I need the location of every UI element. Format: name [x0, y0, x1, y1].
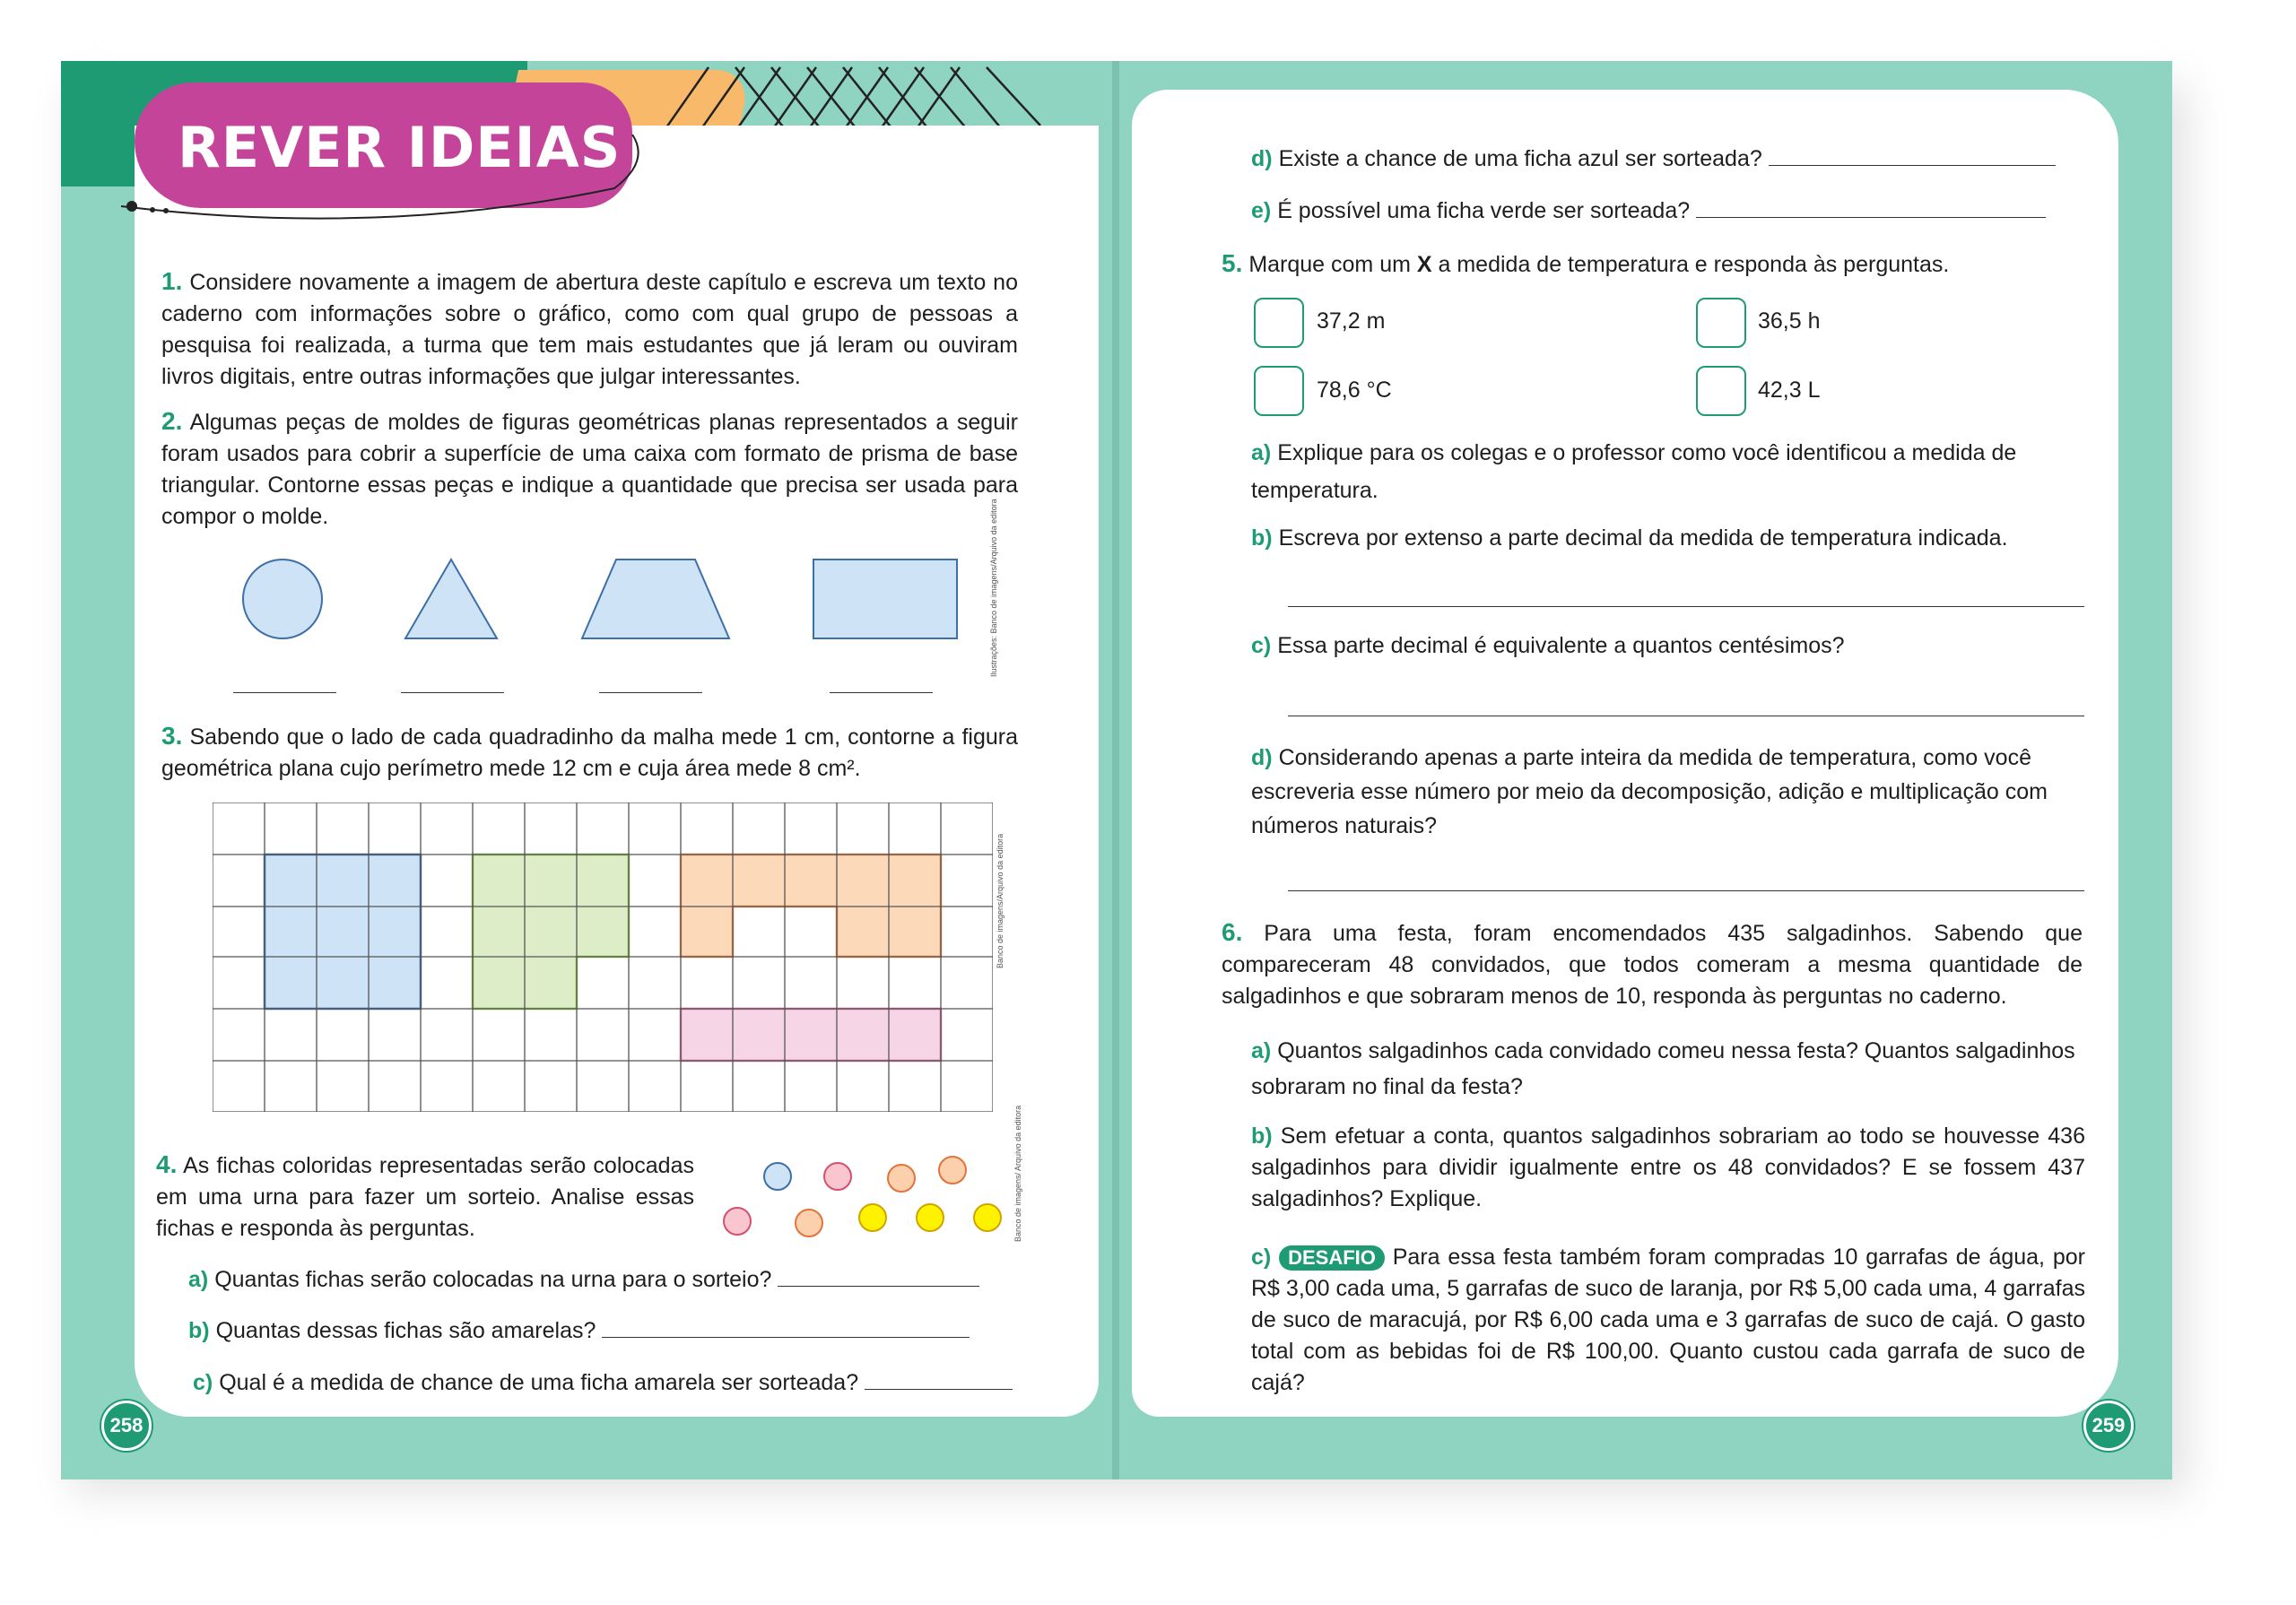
answer-line[interactable]	[602, 1321, 970, 1338]
question-4a: a) Quantas fichas serão colocadas na urna para o sorteio?	[188, 1264, 1018, 1296]
question-4d: d) Existe a chance de uma ficha azul ser sorteada?	[1251, 143, 2085, 175]
option-checkbox[interactable]	[1254, 298, 1304, 348]
desafio-badge: DESAFIO	[1279, 1245, 1385, 1271]
triangle-shape[interactable]	[402, 556, 500, 642]
yellow-chip	[973, 1203, 1002, 1232]
square-grid[interactable]	[213, 802, 993, 1112]
question-6: 6. Para uma festa, foram encomendados 435 salgadinhos. Sabendo que compareceram 48 convidados, que todos comeram a mesma quantidade de salgadinhos e que sobraram menos de 10, responda às perguntas no caderno.	[1222, 918, 2083, 1009]
answer-line[interactable]	[778, 1270, 979, 1287]
orange-chip	[938, 1156, 967, 1184]
answer-line[interactable]	[1696, 201, 2046, 218]
rectangle-shape[interactable]	[812, 556, 961, 642]
question-4b: b) Quantas dessas fichas são amarelas?	[188, 1315, 1018, 1347]
question-5c: c) Essa parte decimal é equivalente a quantos centésimos?	[1251, 633, 1845, 658]
answer-line[interactable]	[1288, 606, 2084, 607]
title-curl-decoration	[112, 134, 650, 233]
question-6c: c) DESAFIO Para essa festa também foram compradas 10 garrafas de água, por R$ 3,00 cada uma, 5 garrafas de suco de laranja, por R$ 5,00 cada uma, 4 garrafas de suco de maracujá, por R$ 6,00 cada uma e 3 garrafas de suco de cajá. O gasto total com as bebidas foi de R$ 100,00. Quanto custou cada garrafa de suco de cajá?	[1251, 1245, 2085, 1395]
answer-line[interactable]	[233, 692, 336, 693]
option-checkbox[interactable]	[1696, 366, 1746, 416]
blue-chip	[763, 1162, 792, 1191]
green-figure	[473, 855, 629, 1009]
image-credit: Ilustrações: Banco de imagens/Arquivo da editora	[989, 499, 998, 677]
yellow-chip	[858, 1203, 887, 1232]
orange-chip	[887, 1164, 916, 1193]
question-4c: c) Qual é a medida de chance de uma ficha amarela ser sorteada?	[193, 1367, 1022, 1399]
question-5a: a) Explique para os colegas e o professor como você identificou a medida de temperatura.	[1251, 440, 2017, 503]
section-title: REVER IDEIAS	[178, 115, 622, 180]
answer-line[interactable]	[830, 692, 933, 693]
book-spine	[1112, 61, 1119, 1479]
yellow-chip	[916, 1203, 944, 1232]
option-label: 78,6 °C	[1317, 377, 1392, 403]
page-number-left: 258	[101, 1401, 152, 1451]
question-4e: e) É possível uma ficha verde ser sorteada?	[1251, 195, 2085, 227]
image-credit: Banco de imagens/ Arquivo da editora	[1013, 1105, 1022, 1242]
question-5d: d) Considerando apenas a parte inteira da medida de temperatura, como você escreveria esse número por meio da decomposição, adição e multiplicação com números naturais?	[1251, 745, 2048, 838]
page-number-right: 259	[2083, 1401, 2134, 1451]
question-2: 2. Algumas peças de moldes de figuras geométricas planas representados a seguir foram usados para cobrir a superfície de uma caixa com formato de prisma de base triangular. Contorne essas peças e indique a quantidade que precisa ser usada para compor o molde.	[161, 407, 1018, 529]
pink-chip	[823, 1162, 852, 1191]
circle-shape[interactable]	[238, 554, 327, 644]
answer-line[interactable]	[1288, 890, 2084, 891]
blue-figure	[265, 855, 421, 1009]
option-label: 36,5 h	[1758, 308, 1821, 334]
pink-figure	[681, 1009, 941, 1061]
question-3: 3. Sabendo que o lado de cada quadradinho da malha mede 1 cm, contorne a figura geométrica plana cujo perímetro mede 12 cm e cuja área mede 8 cm².	[161, 722, 1019, 781]
question-5b: b) Escreva por extenso a parte decimal da medida de temperatura indicada.	[1251, 525, 2008, 551]
question-6b: b) Sem efetuar a conta, quantos salgadinhos sobrariam ao todo se houvesse 436 salgadinhos para dividir igualmente entre os 48 convidados? E se fossem 437 salgadinhos? Explique.	[1251, 1124, 2085, 1211]
orange-figure	[681, 855, 941, 957]
answer-line[interactable]	[1769, 149, 2056, 166]
option-label: 42,3 L	[1758, 377, 1821, 403]
option-label: 37,2 m	[1317, 308, 1386, 334]
answer-line[interactable]	[599, 692, 702, 693]
pink-chip	[723, 1207, 752, 1236]
image-credit: Banco de imagens/Arquivo da editora	[996, 833, 1004, 968]
orange-chip	[795, 1209, 823, 1237]
trapezoid-shape[interactable]	[578, 556, 733, 642]
option-checkbox[interactable]	[1254, 366, 1304, 416]
question-4: 4. As fichas coloridas representadas serão colocadas em uma urna para fazer um sorteio. Analise essas fichas e responda às perguntas.	[156, 1150, 694, 1241]
answer-line[interactable]	[865, 1373, 1013, 1390]
question-5: 5. Marque com um X a medida de temperatura e responda às perguntas.	[1222, 249, 1950, 277]
question-6a: a) Quantos salgadinhos cada convidado comeu nessa festa? Quantos salgadinhos sobraram no final da festa?	[1251, 1038, 2075, 1099]
option-checkbox[interactable]	[1696, 298, 1746, 348]
question-1: 1. Considere novamente a imagem de abertura deste capítulo e escreva um texto no caderno com informações sobre o gráfico, como com qual grupo de pessoas a pesquisa foi realizada, a turma que tem mais estudantes que já leram ou ouviram livros digitais, entre outras informações que julgar interessantes.	[161, 267, 1018, 389]
answer-line[interactable]	[401, 692, 504, 693]
